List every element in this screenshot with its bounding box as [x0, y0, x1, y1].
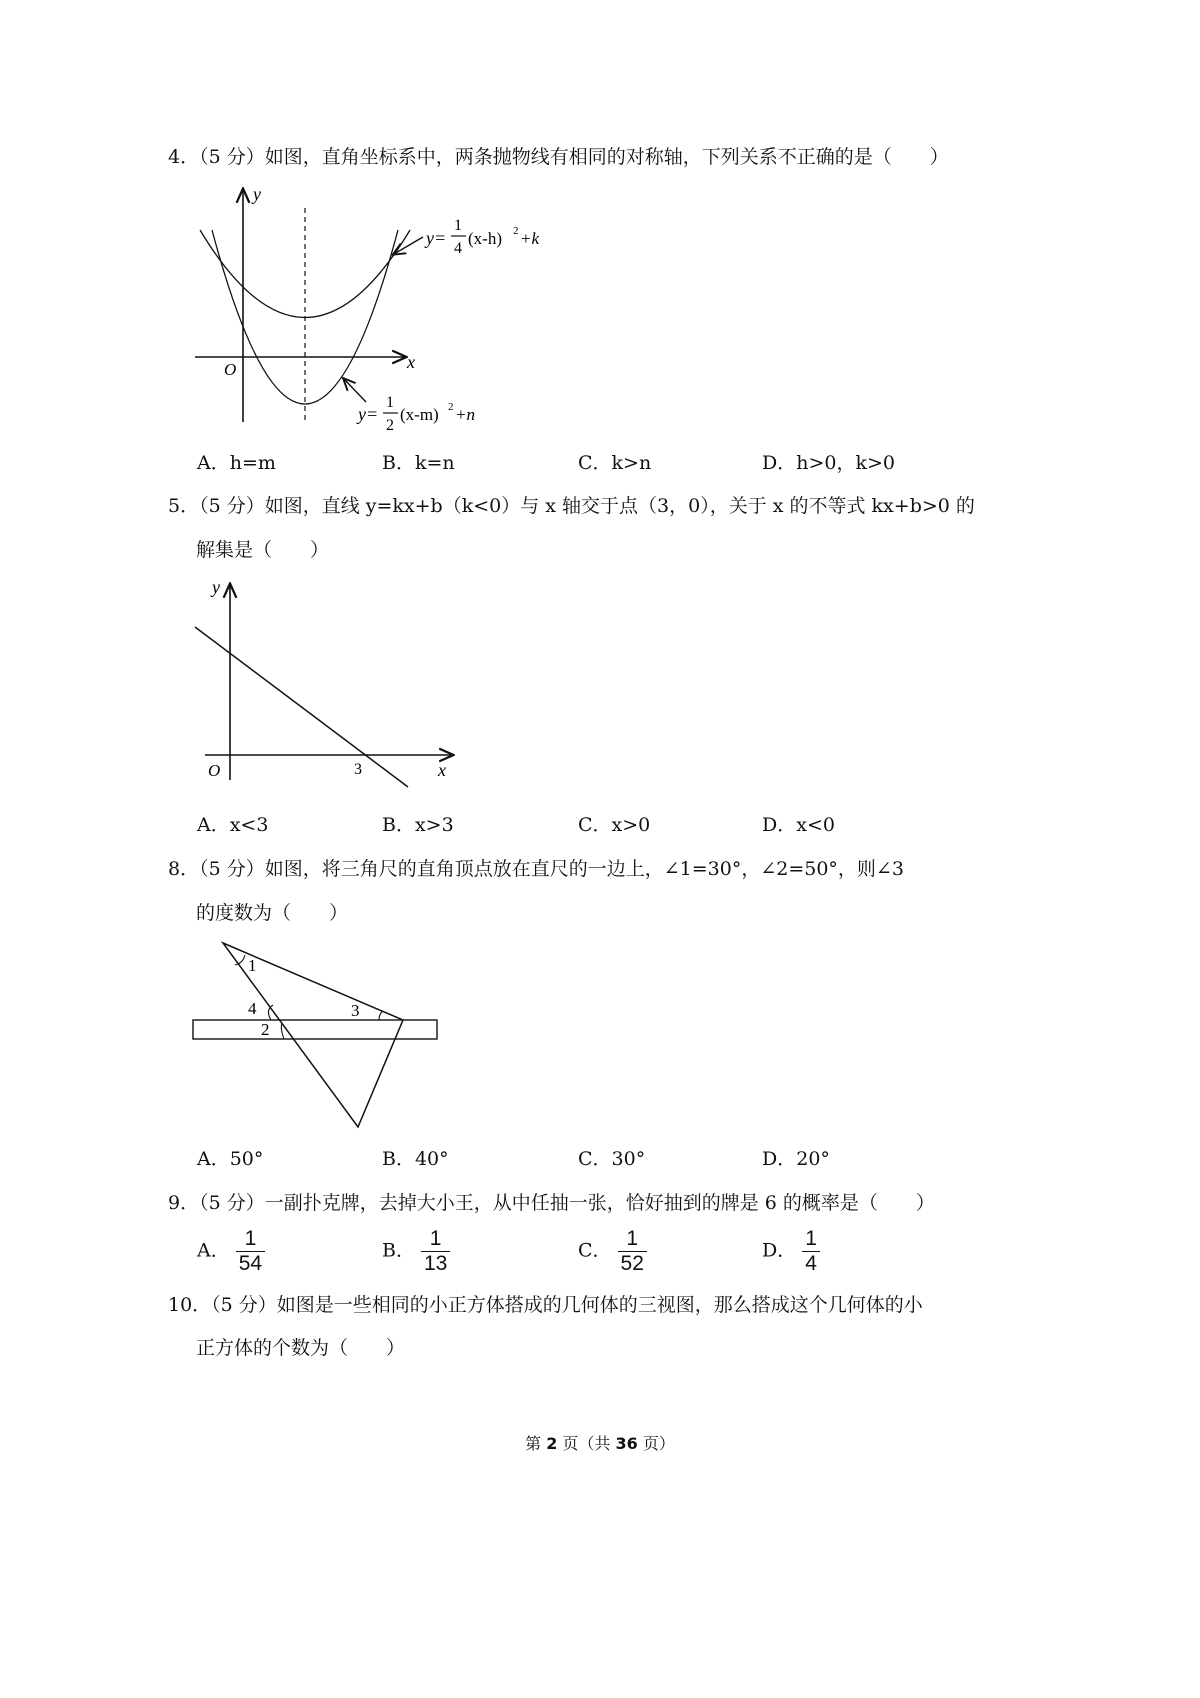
q5-option-d: D．x<0 [762, 814, 835, 836]
question-5-figure [190, 575, 470, 795]
curve2-rhs: (x-m) [400, 405, 439, 424]
q8-option-c: C．30° [578, 1148, 646, 1170]
angle-1-label: 1 [248, 956, 257, 975]
q9-option-a [197, 1227, 265, 1276]
ruler [193, 1020, 437, 1039]
arrow-upper [394, 237, 423, 254]
q5-option-a: A．x<3 [197, 814, 269, 836]
footer-suffix: 页） [637, 1434, 675, 1453]
axis-y-label: y [212, 577, 220, 597]
q4-option-a: A．h=m [197, 452, 276, 474]
curve2-num: 1 [386, 394, 394, 411]
fraction-denominator: 4 [805, 1252, 817, 1275]
q8-option-b: B．40° [382, 1148, 449, 1170]
question-9-stem: 9．（5 分）一副扑克牌，去掉大小王，从中任抽一张，恰好抽到的牌是 6 的概率是（ ） [168, 1192, 935, 1214]
question-4-figure [190, 182, 550, 442]
q4-option-b: B．k=n [382, 452, 455, 474]
fraction [618, 1227, 647, 1276]
question-8-stem-line1: 8．（5 分）如图，将三角尺的直角顶点放在直尺的一边上，∠1=30°，∠2=50°，则∠3 [168, 858, 904, 880]
question-8-stem-line2: 的度数为（ ） [196, 902, 349, 924]
q9-option-c [578, 1227, 647, 1276]
question-5-stem-line2: 解集是（ ） [196, 539, 330, 561]
fraction [802, 1227, 820, 1276]
q5-option-b: B．x>3 [382, 814, 454, 836]
curve2-den: 2 [386, 417, 394, 434]
axis-x-label: x [407, 352, 415, 372]
curve1-lhs: y= [426, 228, 447, 248]
fraction-numerator: 1 [618, 1227, 647, 1252]
curve1-rhs: (x-h) [468, 229, 502, 248]
option-label: C． [578, 1239, 612, 1262]
fraction [236, 1227, 265, 1276]
fraction-numerator: 1 [802, 1227, 820, 1252]
q5-option-c: C．x>0 [578, 814, 651, 836]
tick-3-label: 3 [354, 761, 362, 778]
option-label: A． [197, 1239, 230, 1262]
angle-3-label: 3 [351, 1001, 360, 1020]
fraction [421, 1227, 450, 1276]
fraction-denominator: 54 [238, 1252, 263, 1275]
fraction-denominator: 13 [423, 1252, 448, 1275]
arrow-lower [344, 379, 366, 402]
curve1-num: 1 [454, 217, 462, 234]
question-10-stem-line1: 10．（5 分）如图是一些相同的小正方体搭成的几何体的三视图，那么搭成这个几何体的小 [168, 1294, 923, 1316]
question-4-stem: 4．（5 分）如图，直角坐标系中，两条抛物线有相同的对称轴，下列关系不正确的是（ ） [168, 146, 949, 168]
angle-2-label: 2 [261, 1020, 270, 1039]
fraction-numerator: 1 [421, 1227, 450, 1252]
origin-label: O [208, 761, 221, 780]
angle-4-label: 4 [248, 999, 257, 1018]
q8-option-d: D．20° [762, 1148, 830, 1170]
question-10-stem-line2: 正方体的个数为（ ） [196, 1337, 406, 1359]
total-pages: 36 [615, 1434, 638, 1453]
fraction-numerator: 1 [236, 1227, 265, 1252]
question-5-stem-line1: 5．（5 分）如图，直线 y=kx+b（k<0）与 x 轴交于点（3，0），关于 x 的不等式 kx+b>0 的 [168, 495, 975, 517]
option-label: D． [762, 1239, 797, 1262]
footer-middle: 页（共 [557, 1434, 616, 1453]
q9-option-b [382, 1227, 450, 1276]
curve2-sup: 2 [448, 401, 454, 413]
fraction-denominator: 52 [620, 1252, 644, 1275]
q4-option-d: D．h>0，k>0 [762, 452, 896, 474]
page-number: 2 [546, 1434, 558, 1453]
curve1-sup: 2 [513, 225, 519, 237]
q9-option-d [762, 1227, 820, 1276]
page-footer [0, 1431, 1200, 1454]
option-label: B． [382, 1239, 415, 1262]
footer-prefix: 第 [525, 1434, 547, 1453]
q4-option-c: C．k>n [578, 452, 652, 474]
curve1-tail: +k [520, 229, 540, 248]
line-kx-plus-b [195, 627, 408, 787]
q8-option-a: A．50° [197, 1148, 264, 1170]
question-8-figure [185, 935, 445, 1135]
origin-label: O [224, 360, 237, 379]
curve2-lhs: y= [358, 404, 379, 424]
axis-y-label: y [253, 184, 261, 204]
axis-x-label: x [438, 760, 446, 780]
curve2-tail: +n [455, 405, 475, 424]
curve1-den: 4 [454, 240, 462, 257]
